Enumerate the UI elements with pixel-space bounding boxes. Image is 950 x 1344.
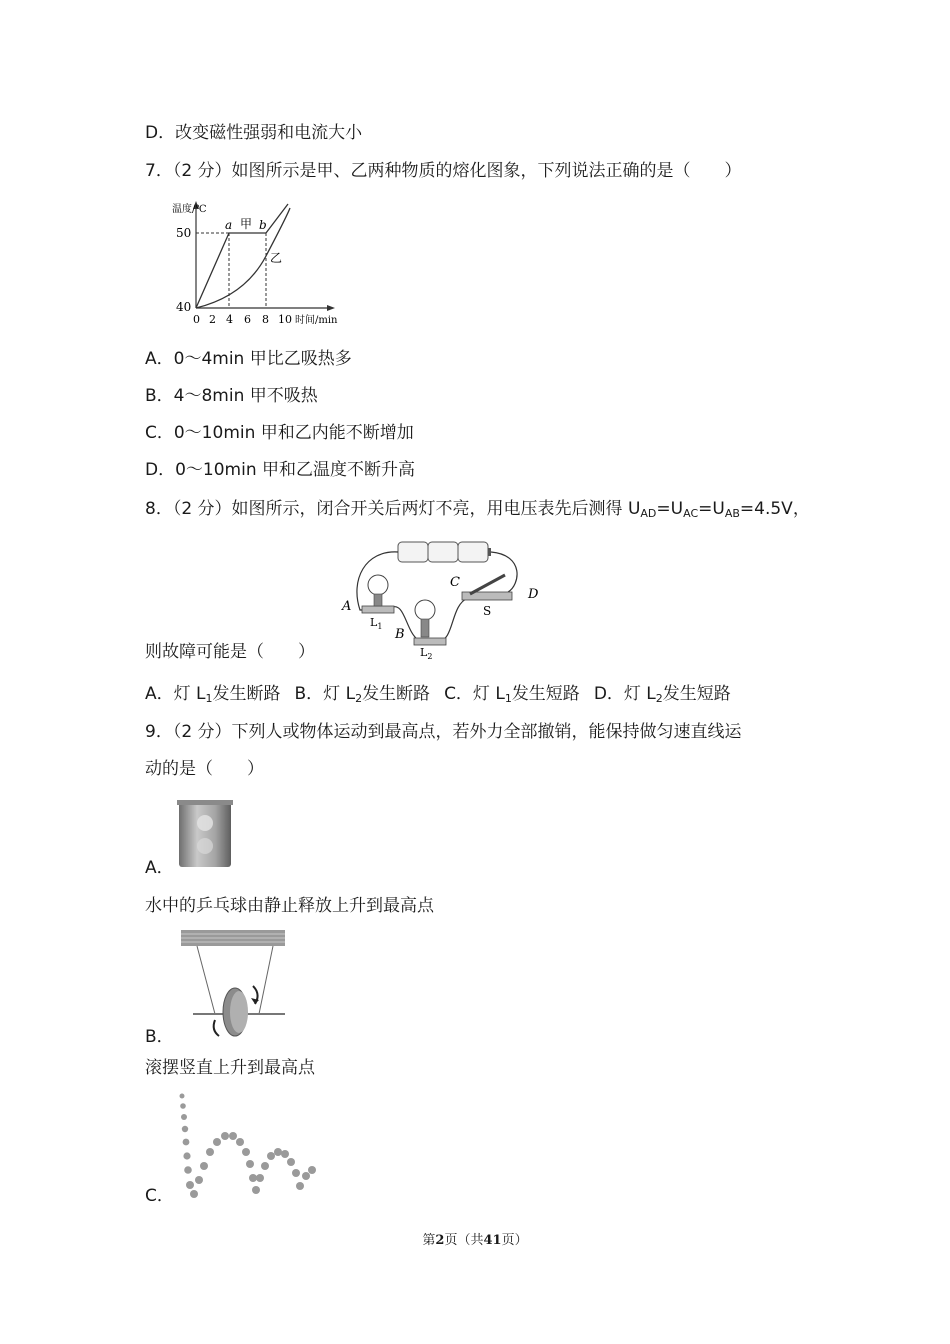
graph-xtick-2: 2 [209,313,216,326]
page-number: 2 [435,1233,445,1248]
q8-u-ac: $U_{AC}$ [670,499,699,520]
q6-option-d: D．改变磁性强弱和电流大小 [145,123,363,143]
circuit-label-c: C [450,575,460,590]
q9-option-b-caption: 滚摆竖直上升到最高点 [145,1058,315,1078]
circuit-label-l2: $L_2$ [420,646,433,660]
q8-tail: 则故障可能是（ ） [145,642,315,662]
q7-stem: 7．（2 分）如图所示是甲、乙两种物质的熔化图象，下列说法正确的是（ ） [145,161,742,181]
q8-u-ad: $U_{AD}$ [627,499,657,520]
q8-options [145,683,745,705]
q9-stem-line1: 9．（2 分）下列人或物体运动到最高点，若外力全部撤销，能保持做匀速直线运 [145,722,742,742]
q8-option-b: B．灯 $L_2$发生断路 [294,684,431,705]
circuit-label-a: A [342,599,352,614]
q8-u-ab: $U_{AB}$ [712,499,740,520]
maxwell-wheel-image [175,928,295,1040]
graph-label-jia: 甲 [240,217,253,231]
q7-option-a: A．0～4min 甲比乙吸热多 [145,349,352,369]
graph-xlabel: 时间/min [295,315,338,326]
circuit-label-l1: $L_1$ [370,616,383,631]
graph-xtick-0: 0 [193,313,200,326]
page-footer: 第2页（共41页） [422,1233,528,1248]
q8-option-a: A．灯 $L_1$发生断路 [145,684,281,705]
circuit-label-s: S [483,604,492,618]
circuit-label-b: B [395,627,405,642]
circuit-label-d: D [528,587,539,602]
graph-y50: 50 [176,226,192,240]
q8-option-c: C．灯 $L_1$发生短路 [444,684,580,705]
q8-stem-prefix: 8．（2 分）如图所示，闭合开关后两灯不亮，用电压表先后测得 [145,499,628,519]
q8-stem: 8．（2 分）如图所示，闭合开关后两灯不亮，用电压表先后测得 $U_{AD}=U_{AC}=U_{AB}=4.5V$， [145,499,810,520]
graph-xtick-10: 10 [278,313,292,326]
q9-stem-line2: 动的是（ ） [145,759,264,779]
q8-voltage-value: =4.5V， [739,499,810,519]
q7-option-d: D．0～10min 甲和乙温度不断升高 [145,460,415,480]
bouncing-ball-image [172,1090,322,1202]
beaker-pingpong-image [175,798,237,870]
total-pages: 41 [483,1233,502,1248]
q9-option-a-label: A． [145,858,174,878]
q8-option-d: D．灯 $L_2$发生短路 [593,684,731,705]
circuit-diagram [330,530,550,660]
graph-xtick-8: 8 [262,313,269,326]
q9-option-c-label: C． [145,1186,174,1206]
graph-label-a: a [225,218,233,232]
graph-ylabel: 温度/℃ [172,204,207,215]
graph-y40: 40 [176,300,192,314]
q9-option-a-caption: 水中的乒乓球由静止释放上升到最高点 [145,896,434,916]
graph-label-yi: 乙 [270,251,283,265]
graph-xtick-4: 4 [226,313,233,326]
melting-graph [170,196,360,331]
graph-label-b: b [259,218,267,232]
q7-option-c: C．0～10min 甲和乙内能不断增加 [145,423,414,443]
graph-xtick-6: 6 [244,313,251,326]
q7-option-b: B．4～8min 甲不吸热 [145,386,318,406]
q9-option-b-label: B． [145,1027,174,1047]
